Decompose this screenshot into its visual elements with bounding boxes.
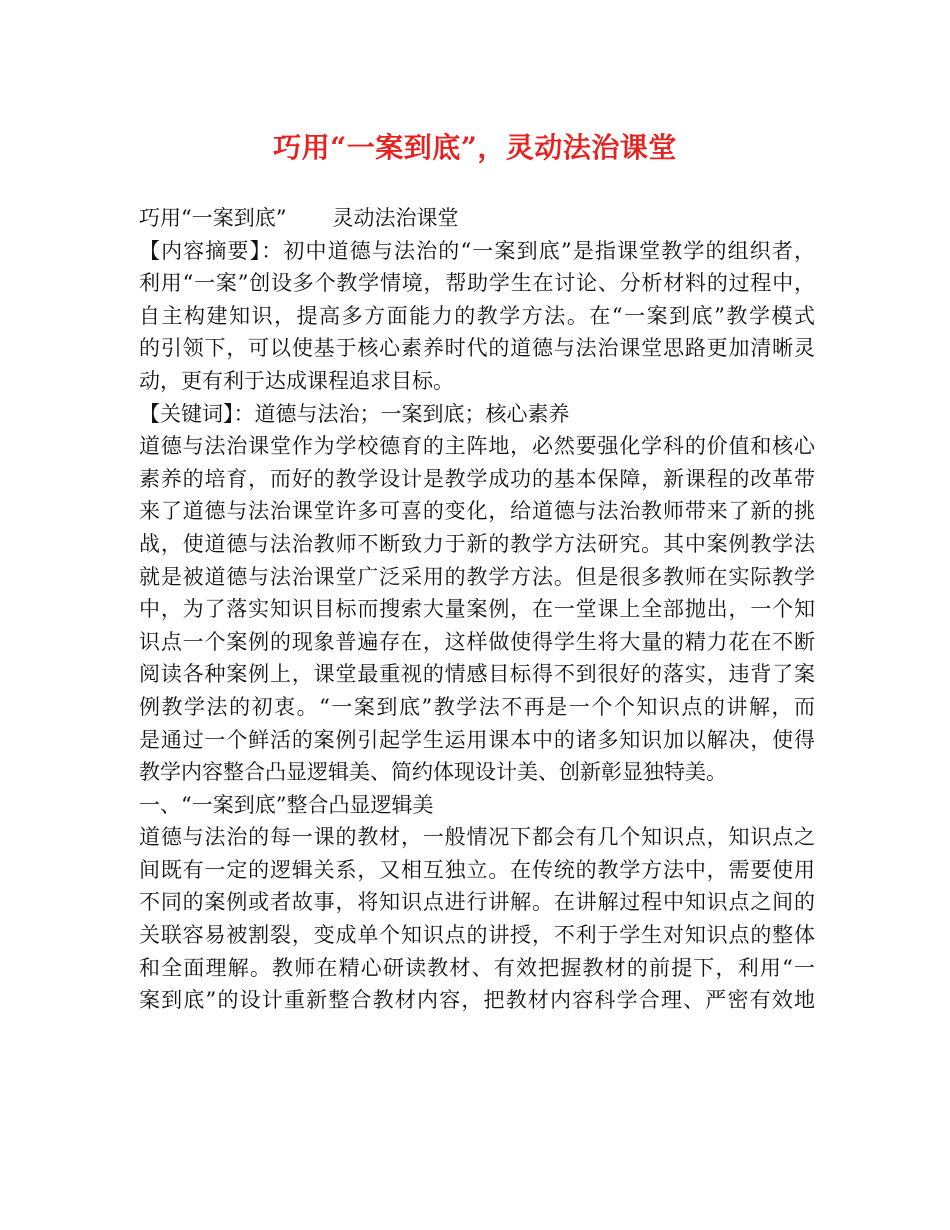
paragraph-line: 道德与法治的每一课的教材，一般情况下都会有几个知识点，知识点之 [139, 825, 815, 850]
abstract-line: 的引领下，可以使基于核心素养时代的道德与法治课堂思路更加清晰灵 [139, 336, 815, 361]
paragraph-line: 教学内容整合凸显逻辑美、简约体现设计美、创新彰显独特美。 [139, 760, 727, 785]
paragraph-line: 不同的案例或者故事，将知识点进行讲解。在讲解过程中知识点之间的 [139, 890, 815, 915]
paragraph-line: 战，使道德与法治教师不断致力于新的教学方法研究。其中案例教学法 [139, 531, 815, 556]
paragraph-line: 来了道德与法治课堂许多可喜的变化，给道德与法治教师带来了新的挑 [139, 499, 815, 524]
abstract-line: 自主构建知识，提高多方面能力的教学方法。在“一案到底”教学模式 [139, 303, 815, 328]
keywords-line: 【关键词】：道德与法治；一案到底；核心素养 [139, 401, 570, 426]
section-heading: 一、“一案到底”整合凸显逻辑美 [139, 792, 434, 817]
paragraph-line: 例教学法的初衷。“一案到底”教学法不再是一个个知识点的讲解，而 [139, 694, 815, 719]
paragraph-line: 关联容易被割裂，变成单个知识点的讲授，不利于学生对知识点的整体 [139, 923, 815, 948]
subtitle-part-1: 巧用“一案到底” [139, 206, 287, 230]
abstract-line: 动，更有利于达成课程追求目标。 [139, 368, 454, 393]
paragraph-line: 阅读各种案例上，课堂最重视的情感目标得不到很好的落实，违背了案 [139, 662, 815, 687]
subtitle-line [139, 202, 815, 235]
document-title: 巧用“一案到底”，灵动法治课堂 [273, 131, 677, 164]
paragraph-line: 和全面理解。教师在精心研读教材、有效把握教材的前提下，利用“一 [139, 955, 815, 980]
abstract-line: 利用“一案”创设多个教学情境，帮助学生在讨论、分析材料的过程中， [139, 271, 815, 296]
paragraph-line: 识点一个案例的现象普遍存在，这样做使得学生将大量的精力花在不断 [139, 629, 815, 654]
paragraph-line: 案到底”的设计重新整合教材内容，把教材内容科学合理、严密有效地 [139, 988, 815, 1013]
paragraph-line: 道德与法治课堂作为学校德育的主阵地，必然要强化学科的价值和核心 [139, 434, 815, 459]
abstract-line: 【内容摘要】：初中道德与法治的“一案到底”是指课堂教学的组织者， [139, 238, 815, 263]
paragraph-line: 是通过一个鲜活的案例引起学生运用课本中的诸多知识加以解决，使得 [139, 727, 815, 752]
paragraph-line: 间既有一定的逻辑关系，又相互独立。在传统的教学方法中，需要使用 [139, 857, 815, 882]
subtitle-part-2: 灵动法治课堂 [332, 206, 459, 230]
paragraph-line: 就是被道德与法治课堂广泛采用的教学方法。但是很多教师在实际教学 [139, 564, 815, 589]
paragraph-line: 中，为了落实知识目标而搜索大量案例，在一堂课上全部抛出，一个知 [139, 597, 815, 622]
document-body [139, 202, 815, 1017]
paragraph-line: 素养的培育，而好的教学设计是教学成功的基本保障，新课程的改革带 [139, 466, 815, 491]
